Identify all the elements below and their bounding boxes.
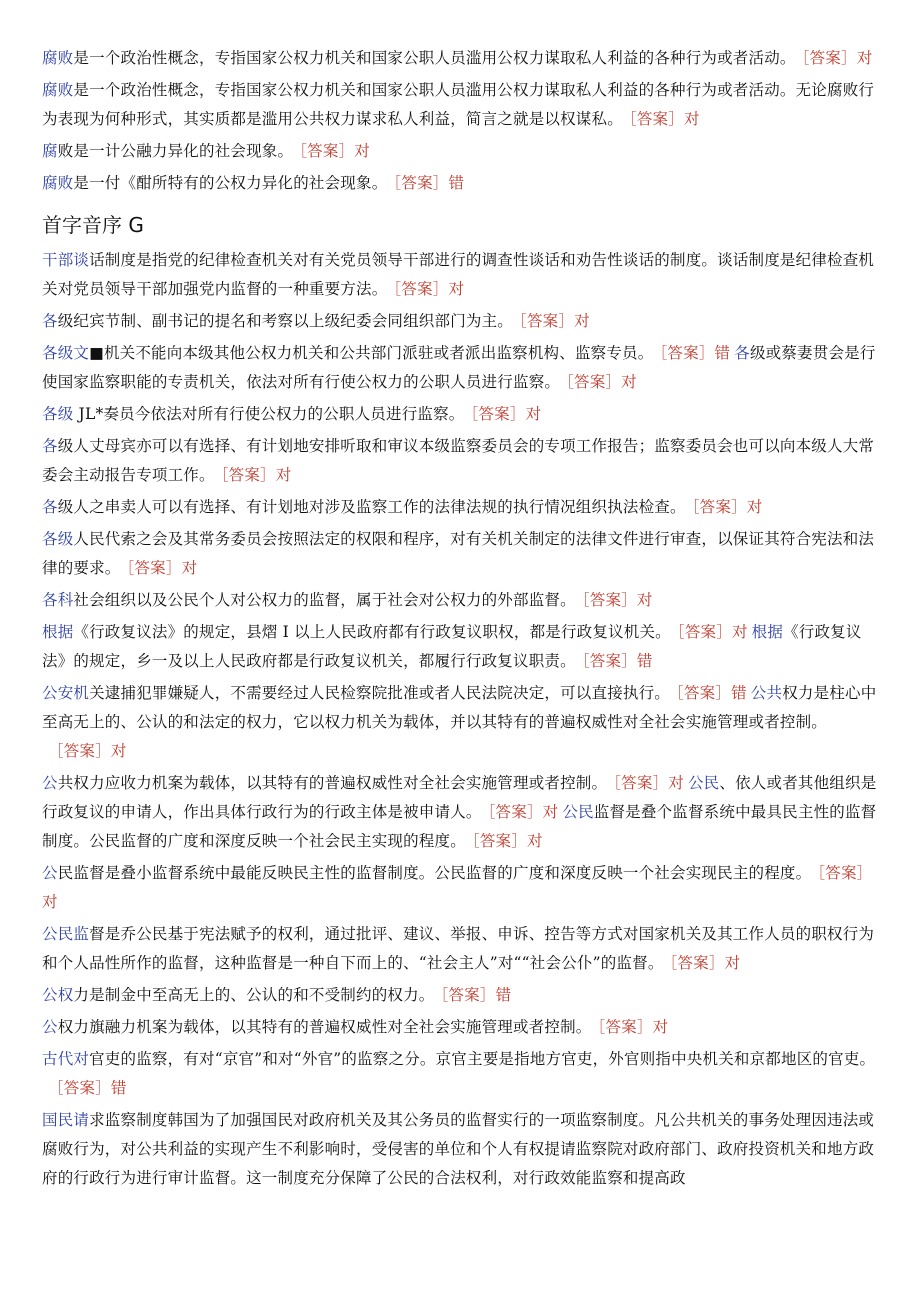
item-text: 监督是叠个监督系统中最具民主性的监督制度。公民监督的广度和深度反映一个社会民主实现的程度。 <box>42 803 877 850</box>
answer-prefix: ［答案］ <box>299 142 355 160</box>
item-keyword: 各 <box>42 437 58 455</box>
item-keyword: 公 <box>42 774 58 792</box>
item-keyword: 各 <box>42 498 58 516</box>
item-keyword: 各 <box>42 312 58 330</box>
answer-verdict: 错 <box>714 344 731 362</box>
answer-label <box>393 280 464 298</box>
qa-item <box>42 920 882 978</box>
answer-label <box>692 498 763 516</box>
item-text: 共权力应收力机案为载体，以其特有的普遍权威性对全社会实施管理或者控制。 <box>57 774 608 792</box>
answer-prefix: ［答案］ <box>393 280 449 298</box>
answer-verdict: 对 <box>542 803 559 821</box>
item-text: 《行政复议法》的规定，乡一及以上人民政府都是行政复议机关，都履行行政复议职责。 <box>42 623 862 670</box>
answer-prefix: ［答案］ <box>471 832 527 850</box>
answer-prefix: ［答案］ <box>470 405 526 423</box>
item-text: 督是乔公民基于宪法赋予的权利，通过批评、建议、举报、申诉、控告等方式对国家机关及其工作人员的职权行为和个人品性所作的监督，这种监督是一种自下而上的、“社会主人”对““社会公仆”的监督。 <box>42 925 875 972</box>
item-keyword: 腐 <box>42 142 58 160</box>
answer-prefix: ［答案］ <box>48 742 111 760</box>
answer-verdict: 对 <box>110 742 127 760</box>
qa-item <box>42 400 882 429</box>
answer-label <box>127 559 198 577</box>
qa-item <box>42 169 882 198</box>
item-keyword: 腐败 <box>42 49 74 67</box>
items-before <box>42 44 882 198</box>
section-heading: 首字音序 G <box>42 213 144 237</box>
item-text: 权力是柱心中至高无上的、公认的和法定的权力，它以权力机关为载体，并以其特有的普遍权威性对全社会实施管理或者控制。 <box>42 684 877 731</box>
item-text: 关逮捕犯罪嫌疑人，不需要经过人民检察院批准或者人民法院决定，可以直接执行。 <box>89 684 671 702</box>
answer-verdict: 错 <box>448 174 465 192</box>
answer-prefix: ［答案］ <box>628 110 684 128</box>
answer-label <box>299 142 370 160</box>
item-keyword: 公共 <box>750 684 783 702</box>
item-keyword: 公 <box>42 1018 58 1036</box>
answer-label <box>441 986 512 1004</box>
answer-label <box>802 49 873 67</box>
answer-label <box>519 312 590 330</box>
answer-label <box>472 832 543 850</box>
answer-prefix: ［答案］ <box>581 652 637 670</box>
answer-label <box>676 684 747 702</box>
answer-prefix: ［答案］ <box>126 559 182 577</box>
qa-item <box>42 586 882 615</box>
answer-prefix: ［答案］ <box>669 954 725 972</box>
answer-verdict: 对 <box>683 110 700 128</box>
item-text: 级人之串卖人可以有选择、有计划地对涉及监察工作的法律法规的执行情况组织执法检查。 <box>57 498 686 516</box>
item-text: 是一个政治性概念，专指国家公权力机关和国家公职人员滥用公权力谋取私人利益的各种行为或者活动。无论腐败行为表现为何种形式，其实质都是滥用公共权力谋求私人利益，简言之就是以权谋私。 <box>42 81 875 128</box>
qa-item <box>42 1045 882 1103</box>
qa-item <box>42 44 882 73</box>
item-keyword: 根据 <box>42 623 74 641</box>
qa-item <box>42 76 882 134</box>
answer-verdict: 对 <box>621 373 637 391</box>
qa-item <box>42 432 882 490</box>
item-text: 社会组织以及公民个人对公权力的监督，属于社会对公权力的外部监督。 <box>73 591 576 609</box>
item-keyword: 腐败 <box>42 81 74 99</box>
qa-item <box>42 493 882 522</box>
item-text: 级或蔡妻贯会是行使国家监察职能的专责机关，依法对所有行使公权力的公职人员进行监察。 <box>42 344 876 391</box>
qa-item <box>42 981 882 1010</box>
answer-prefix: ［答案］ <box>676 684 732 702</box>
qa-item <box>42 769 882 856</box>
item-keyword: 各 <box>734 344 750 362</box>
item-keyword: 公权 <box>42 986 74 1004</box>
answer-prefix: ［答案］ <box>581 591 637 609</box>
item-keyword: 公安机 <box>42 684 90 702</box>
item-text: 是一个政治性概念，专指国家公权力机关和国家公职人员滥用公权力谋取私人利益的各种行为或者活动。 <box>73 49 796 67</box>
item-keyword: 各级 <box>42 530 74 548</box>
answer-verdict: 错 <box>636 652 653 670</box>
answer-label <box>393 174 464 192</box>
answer-label <box>221 466 292 484</box>
item-keyword: 干部谈 <box>42 251 90 269</box>
answer-prefix: ［答案］ <box>487 803 543 821</box>
answer-label <box>613 774 684 792</box>
qa-item <box>42 1013 882 1042</box>
answer-prefix: ［答案］ <box>659 344 715 362</box>
item-keyword: 公民 <box>687 774 720 792</box>
answer-verdict: 对 <box>275 466 292 484</box>
items-after <box>42 246 882 1193</box>
answer-prefix: ［答案］ <box>393 174 449 192</box>
answer-label <box>48 1079 127 1097</box>
answer-label <box>582 591 653 609</box>
answer-verdict: 对 <box>42 893 58 911</box>
answer-verdict: 对 <box>636 591 653 609</box>
item-text: JL*奏员今依法对所有行使公权力的公职人员进行监察。 <box>73 405 465 423</box>
item-keyword: 国民请 <box>42 1111 90 1129</box>
qa-item <box>42 137 882 166</box>
answer-verdict: 对 <box>448 280 465 298</box>
qa-item <box>42 307 882 336</box>
qa-item <box>42 1106 882 1193</box>
answer-label <box>566 373 637 391</box>
answer-prefix: ［答案］ <box>220 466 276 484</box>
answer-verdict: 对 <box>652 1018 669 1036</box>
item-text: 官吏的监察，有对“京官”和对“外官”的监察之分。京官主要是指地方官吏，外官则指中央机关和京都地区的官吏。 <box>89 1050 876 1068</box>
answer-verdict: 对 <box>668 774 684 792</box>
answer-verdict: 对 <box>354 142 370 160</box>
qa-item <box>42 525 882 583</box>
answer-label <box>471 405 542 423</box>
item-text: 、依人或者其他组织是行政复议的申请人，作出具体行政行为的行政主体是被申请人。 <box>42 774 877 821</box>
answer-prefix: ［答案］ <box>48 1079 111 1097</box>
item-text: 是一付《酣所特有的公权力异化的社会现象。 <box>73 174 388 192</box>
answer-label <box>488 803 559 821</box>
item-keyword: 腐败 <box>42 174 74 192</box>
answer-verdict: 对 <box>525 405 542 423</box>
answer-verdict: 对 <box>746 498 763 516</box>
answer-label <box>659 344 730 362</box>
qa-item <box>42 859 882 917</box>
item-text: 话制度是指党的纪律检查机关对有关党员领导干部进行的调查性谈话和劝告性谈话的制度。谈话制度是纪律检查机关对党员领导干部加强党内监督的一种重要方法。 <box>42 251 875 298</box>
qa-item <box>42 618 882 676</box>
answer-verdict: 对 <box>526 832 543 850</box>
item-keyword: 各级 <box>42 405 74 423</box>
item-keyword: 公民监 <box>42 925 90 943</box>
item-keyword: 公 <box>42 864 58 882</box>
answer-verdict: 对 <box>856 49 873 67</box>
answer-prefix: ［答案］ <box>691 498 747 516</box>
answer-prefix: ［答案］ <box>817 864 873 882</box>
answer-verdict: 对 <box>731 623 748 641</box>
answer-verdict: 错 <box>110 1079 127 1097</box>
qa-item <box>42 679 882 766</box>
item-text: 力是制金中至高无上的、公认的和不受制约的权力。 <box>73 986 435 1004</box>
answer-prefix: ［答案］ <box>801 49 857 67</box>
item-keyword: 公民 <box>562 803 594 821</box>
qa-item <box>42 246 882 304</box>
item-text: 级人丈母宾亦可以有选择、有计划地安排听取和审议本级监察委员会的专项工作报告；监察委员会也可以向本级人大常委会主动报告专项工作。 <box>42 437 875 484</box>
answer-prefix: ［答案］ <box>613 774 669 792</box>
answer-label <box>629 110 700 128</box>
answer-verdict: 对 <box>181 559 198 577</box>
item-keyword: 各科 <box>42 591 74 609</box>
qa-item <box>42 339 882 397</box>
answer-label <box>48 742 127 760</box>
answer-prefix: ［答案］ <box>519 312 575 330</box>
answer-verdict: 对 <box>724 954 741 972</box>
answer-prefix: ［答案］ <box>597 1018 653 1036</box>
answer-prefix: ［答案］ <box>440 986 496 1004</box>
answer-prefix: ［答案］ <box>566 373 622 391</box>
item-keyword: 古代对 <box>42 1050 90 1068</box>
item-keyword: 根据 <box>751 623 784 641</box>
answer-verdict: 错 <box>731 684 747 702</box>
answer-label <box>582 652 653 670</box>
answer-verdict: 错 <box>495 986 512 1004</box>
answer-label <box>598 1018 669 1036</box>
item-text: 民监督是叠小监督系统中最能反映民主性的监督制度。公民监督的广度和深度反映一个社会实现民主的程度。 <box>57 864 812 882</box>
item-text: 败是一计公融力异化的社会现象。 <box>57 142 294 160</box>
item-text: ■机关不能向本级其他公权力机关和公共部门派驻或者派出监察机构、监察专员。 <box>89 344 654 362</box>
answer-label <box>677 623 748 641</box>
item-list <box>42 44 882 1196</box>
item-text: 求监察制度韩国为了加强国民对政府机关及其公务员的监督实行的一项监察制度。凡公共机关的事务处理因违法或腐败行为，对公共利益的实现产生不利影响时，受侵害的单位和个人有权提请监察院对政府部门、政府投资机关和地方政府的行政行为进行审计监督。这一制度充分保障了公民的合法权利，对行政效能监察和提高政 <box>42 1111 875 1187</box>
answer-label <box>670 954 741 972</box>
answer-verdict: 对 <box>574 312 590 330</box>
answer-prefix: ［答案］ <box>676 623 732 641</box>
item-text: 人民代索之会及其常务委员会按照法定的权限和程序，对有关机关制定的法律文件进行审查，以保证其符合宪法和法律的要求。 <box>42 530 875 577</box>
item-keyword: 各级文 <box>42 344 90 362</box>
item-text: 《行政复议法》的规定，县熠 I 以上人民政府都有行政复议职权，都是行政复议机关。 <box>73 623 671 641</box>
item-text: 权力旗融力机案为载体，以其特有的普遍权威性对全社会实施管理或者控制。 <box>57 1018 592 1036</box>
item-text: 级纪宾节制、副书记的提名和考察以上级纪委会同组织部门为主。 <box>57 312 514 330</box>
